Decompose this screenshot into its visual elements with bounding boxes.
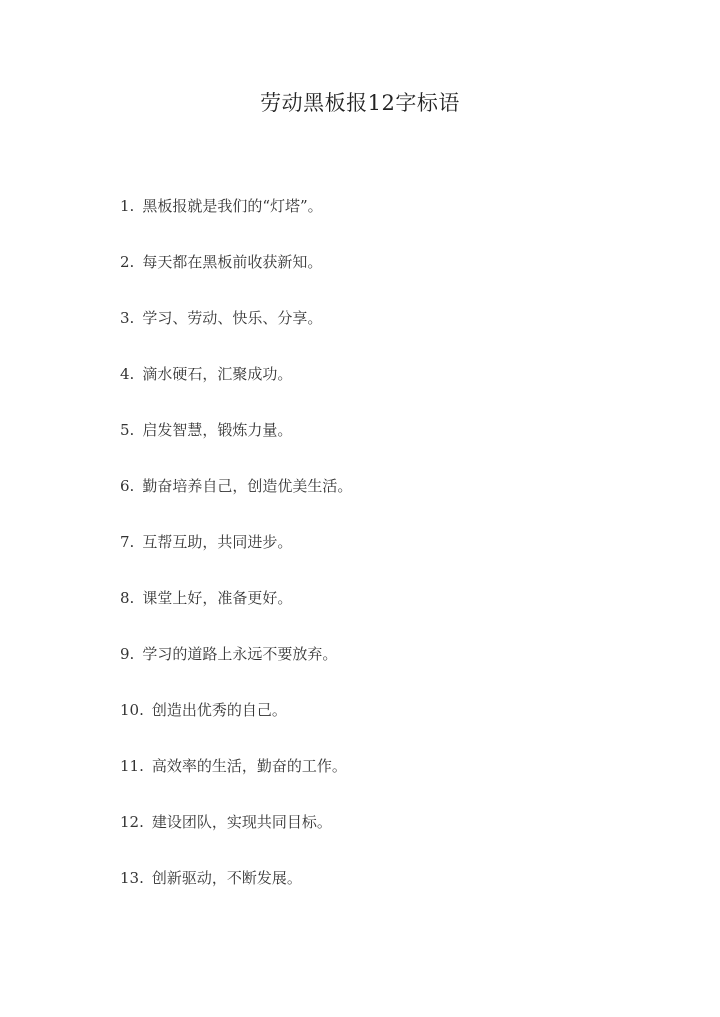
list-item-text: 创造出优秀的自己。 bbox=[151, 701, 287, 719]
list-item-text: 课堂上好，准备更好。 bbox=[142, 589, 293, 607]
list-item bbox=[120, 305, 352, 361]
list-item bbox=[120, 641, 352, 697]
list-item bbox=[120, 753, 352, 809]
list-item-text: 滴水硬石，汇聚成功。 bbox=[142, 365, 293, 383]
list-item-number: 6. bbox=[120, 477, 135, 495]
list-item-number: 12. bbox=[120, 813, 144, 831]
list-item bbox=[120, 361, 352, 417]
slogan-list bbox=[120, 193, 352, 921]
list-item-number: 2. bbox=[120, 253, 135, 271]
list-item-number: 7. bbox=[120, 533, 135, 551]
list-item-text: 创新驱动，不断发展。 bbox=[151, 869, 302, 887]
list-item bbox=[120, 249, 352, 305]
list-item-text: 勤奋培养自己，创造优美生活。 bbox=[142, 477, 353, 495]
page-title: 劳动黑板报12字标语 bbox=[260, 91, 460, 115]
list-item-number: 10. bbox=[120, 701, 144, 719]
list-item bbox=[120, 473, 352, 529]
list-item bbox=[120, 417, 352, 473]
list-item-number: 9. bbox=[120, 645, 135, 663]
list-item-number: 11. bbox=[120, 757, 144, 775]
list-item-text: 学习、劳动、快乐、分享。 bbox=[142, 309, 323, 327]
list-item-number: 3. bbox=[120, 309, 135, 327]
list-item-text: 高效率的生活，勤奋的工作。 bbox=[151, 757, 347, 775]
list-item-text: 互帮互助，共同进步。 bbox=[142, 533, 293, 551]
list-item-number: 4. bbox=[120, 365, 135, 383]
list-item bbox=[120, 193, 352, 249]
list-item-number: 8. bbox=[120, 589, 135, 607]
list-item-text: 黑板报就是我们的“灯塔”。 bbox=[142, 197, 323, 215]
list-item bbox=[120, 585, 352, 641]
list-item bbox=[120, 809, 352, 865]
list-item bbox=[120, 529, 352, 585]
list-item-number: 1. bbox=[120, 197, 135, 215]
list-item-text: 建设团队，实现共同目标。 bbox=[151, 813, 332, 831]
list-item-number: 13. bbox=[120, 869, 144, 887]
list-item-text: 学习的道路上永远不要放弃。 bbox=[142, 645, 338, 663]
list-item bbox=[120, 697, 352, 753]
list-item-text: 每天都在黑板前收获新知。 bbox=[142, 253, 323, 271]
list-item-text: 启发智慧，锻炼力量。 bbox=[142, 421, 293, 439]
list-item-number: 5. bbox=[120, 421, 135, 439]
list-item bbox=[120, 865, 352, 921]
